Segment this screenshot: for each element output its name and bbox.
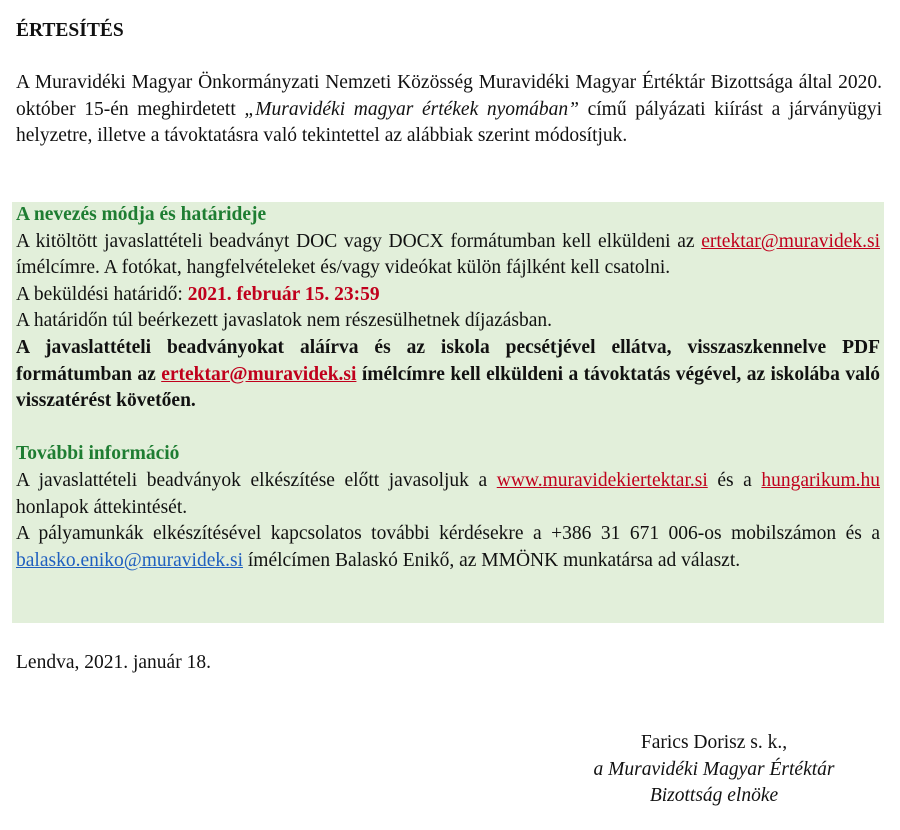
signed-submission-paragraph [16,335,880,415]
signer-role-2: Bizottság elnöke [649,785,779,807]
intro-quote: „Muravidéki magyar értékek nyomában” [244,98,579,120]
signed-text-2: ímélcímre kell elküldeni a távoktatás végével, az iskolába való visszatérést követően. [16,363,880,412]
notice-title: ÉRTESÍTÉS [16,20,124,41]
deadline-label: A beküldési határidő: [16,283,188,305]
website-link-hungarikum[interactable]: hungarikum.hu [761,469,880,491]
intro-paragraph [16,70,882,150]
intro-text-2: című pályázati kiírást a járványügyi helyzetre, illetve a távoktatásra való tekintettel az alábbiak szerint módosítjuk. [16,98,883,147]
email-link-ertektar[interactable]: ertektar@muravidek.si [701,230,880,252]
email-link-balasko[interactable]: balasko.eniko@muravidek.si [16,549,243,571]
signer-name: Farics Dorisz s. k., [640,732,788,753]
info-paragraph-websites [16,468,880,521]
deadline-paragraph [16,282,880,309]
section-heading-entry: A nevezés módja és határideje [16,204,267,225]
info-paragraph-contact [16,521,880,574]
place-date: Lendva, 2021. január 18. [16,652,211,673]
spacer [16,415,880,442]
website-link-muravidekiertektar[interactable]: www.muravidekiertektar.si [496,469,708,491]
highlight-box [12,202,884,623]
contact-text-1: A pályamunkák elkészítésével kapcsolatos további kérdésekre a +386 31 671 006-os mobilszámon és a [16,523,880,545]
info-text-3: honlapok áttekintését. [16,496,188,518]
entry-text-1: A kitöltött javaslattételi beadványt DOC vagy DOCX formátumban kell elküldeni az [16,230,702,252]
deadline-value: 2021. február 15. 23:59 [187,283,380,305]
signature-block [554,730,874,810]
section-heading-info: További információ [16,443,180,465]
signed-text-1: A javaslattételi beadványokat aláírva és az iskola pecsétjével ellátva, visszaszkennelve PDF formátumban az [16,336,880,385]
email-link-ertektar-2[interactable]: ertektar@muravidek.si [161,363,357,385]
entry-text-2: ímélcímre. A fotókat, hangfelvételeket és/vagy videókat külön fájlként kell csatolni. [16,257,671,279]
contact-text-2: ímélcímen Balaskó Enikő, az MMÖNK munkatársa ad választ. [243,549,741,571]
signer-role-1: a Muravidéki Magyar Értéktár [593,758,835,780]
intro-text-1: A Muravidéki Magyar Önkormányzati Nemzeti Közösség Muravidéki Magyar Értéktár Bizottsága által 2020. október 15-én meghirdetett [16,72,882,120]
info-text-1: A javaslattételi beadványok elkészítése előtt javasoljuk a [16,469,497,491]
info-text-2: és a [707,469,762,491]
late-entries-paragraph: A határidőn túl beérkezett javaslatok nem részesülhetnek díjazásban. [16,310,553,332]
entry-paragraph [16,229,880,282]
